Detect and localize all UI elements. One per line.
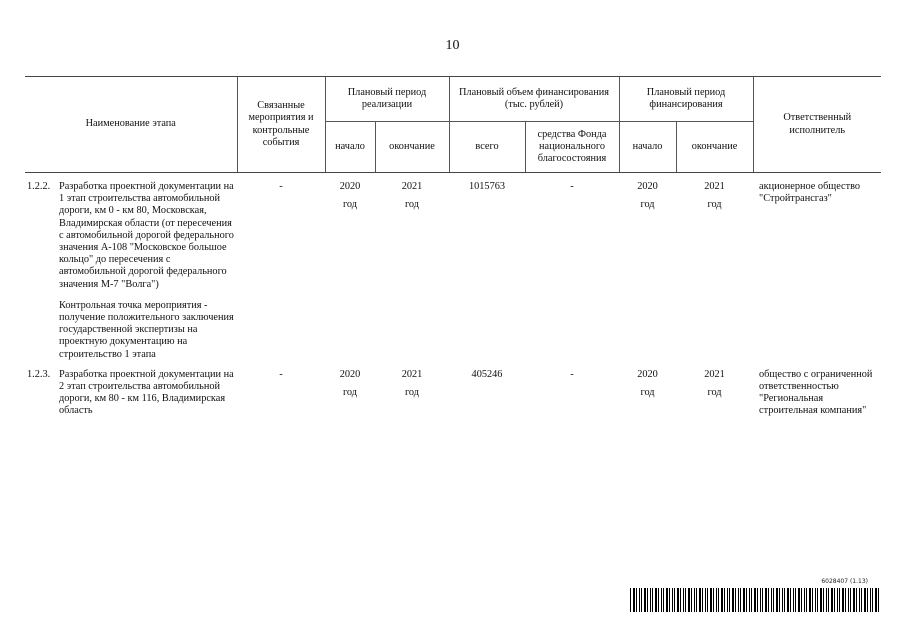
- header-responsible: Ответственный исполнитель: [753, 77, 881, 173]
- stage-number: 1.2.3.: [27, 368, 51, 380]
- funding-end: [676, 173, 753, 361]
- funding-total: 1015763: [468, 181, 506, 192]
- funding-total: 405246: [471, 368, 503, 380]
- responsible-executor: общество с ограниченной ответственностью "Региональная строительная компания": [759, 368, 873, 417]
- funding-start-unit: год: [640, 387, 655, 399]
- plan-end: [375, 361, 449, 418]
- plan-end-unit: год: [404, 199, 420, 211]
- plan-start-unit: год: [342, 199, 358, 211]
- funding-start-unit: год: [640, 199, 655, 211]
- plan-start-unit: год: [342, 387, 358, 399]
- table-row: [25, 361, 881, 418]
- funding-start-year: 2020: [637, 181, 658, 192]
- plan-start-year: 2020: [339, 368, 361, 380]
- page-number: 10: [445, 38, 460, 53]
- funding-nwf: -: [570, 368, 574, 380]
- header-plan-start: начало: [325, 122, 375, 173]
- funding-end-unit: год: [707, 387, 722, 399]
- stage-name: Разработка проектной документации на 2 этап строительства автомобильной дороги, км 80 - км 116, Владимирская область: [59, 368, 234, 417]
- plan-end-year: 2021: [401, 368, 423, 380]
- header-funding-period: Плановый период финансирования: [619, 77, 753, 122]
- header-plan-period: Плановый период реализации: [325, 77, 449, 122]
- barcode-icon: [630, 588, 880, 612]
- header-funding-total: всего: [449, 122, 525, 173]
- header-funding-nwf: средства Фонда национального благосостояния: [525, 122, 619, 173]
- document-barcode: [630, 578, 880, 614]
- barcode-number: 6028407 (1.13): [821, 578, 868, 585]
- funding-start: [619, 361, 676, 418]
- funding-end-year: 2021: [704, 181, 725, 192]
- plan-end: [375, 173, 449, 361]
- control-point: Контрольная точка мероприятия - получение положительного заключения государственной экспертизы на проектную документацию на строительство 1 этапа: [59, 299, 234, 360]
- header-funding-volume: Плановый объем финансирования (тыс. рублей): [449, 77, 619, 122]
- funding-end: [676, 361, 753, 418]
- header-funding-end: окончание: [676, 122, 753, 173]
- plan-end-unit: год: [404, 387, 420, 399]
- responsible-executor: акционерное общество "Стройтрансгаз": [759, 181, 861, 205]
- funding-start: [619, 173, 676, 361]
- stage-name-cell: [25, 361, 237, 418]
- plan-start: [325, 173, 375, 361]
- table-row: [25, 173, 881, 361]
- related-events: -: [279, 368, 283, 380]
- stage-plan-table: [25, 76, 881, 418]
- funding-end-year: 2021: [704, 368, 725, 380]
- header-stage-name: Наименование этапа: [25, 77, 237, 173]
- stage-name-cell: [25, 173, 237, 361]
- header-plan-end: окончание: [375, 122, 449, 173]
- stage-name: Разработка проектной документации на 1 этап строительства автомобильной дороги, км 0 - км 80, Московская, Владимирская области (от пересечения с автомобильной дорогой федерального значения А-108 "Московское большое кольцо" до пересечения с автомобильной дорогой федерального значения М-7 "Волга"): [59, 181, 234, 290]
- funding-end-unit: год: [707, 199, 722, 211]
- plan-start-year: 2020: [339, 181, 361, 192]
- plan-end-year: 2021: [401, 181, 423, 192]
- funding-start-year: 2020: [637, 368, 658, 380]
- stage-number: 1.2.2.: [27, 181, 51, 192]
- related-events: -: [279, 181, 283, 192]
- funding-nwf: -: [570, 181, 574, 192]
- header-related-events: Связанные мероприятия и контрольные события: [237, 77, 325, 173]
- plan-start: [325, 361, 375, 418]
- header-funding-start: начало: [619, 122, 676, 173]
